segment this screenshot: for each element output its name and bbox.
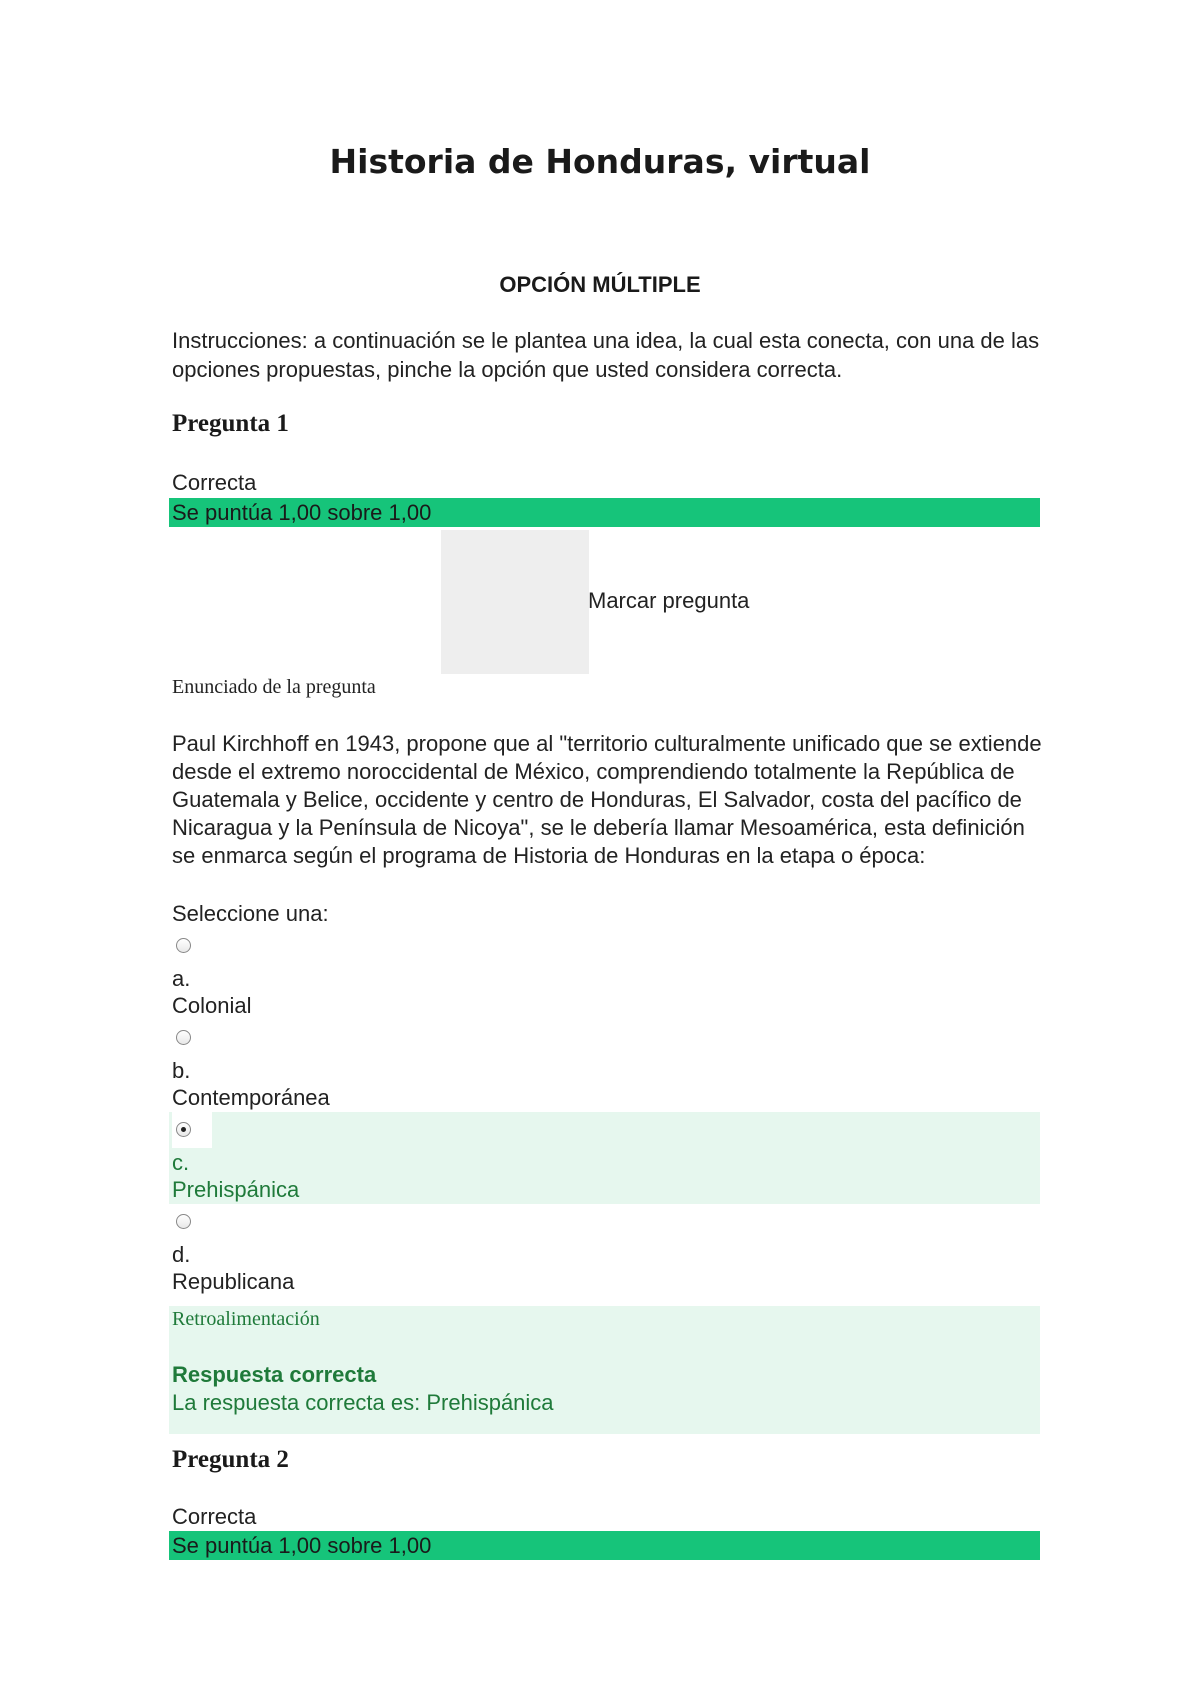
- option-d-letter: d.: [172, 1242, 191, 1267]
- option-c-letter: c.: [172, 1150, 190, 1175]
- option-c[interactable]: [169, 1112, 1040, 1204]
- radio-selected-dot-icon: [181, 1127, 186, 1132]
- question-1-grade-bar: Se puntúa 1,00 sobre 1,00: [169, 498, 1040, 527]
- flag-question-button[interactable]: [441, 530, 589, 674]
- option-c-radio-wrap: [172, 1112, 212, 1148]
- option-a-radio[interactable]: [176, 938, 191, 953]
- instructions-text: Instrucciones: a continuación se le plantea una idea, la cual esta conecta, con una de las opciones propuestas, pinche la opción que usted considera correcta.: [172, 328, 1040, 382]
- option-d[interactable]: [169, 1204, 1040, 1296]
- option-a-radio-wrap: [172, 928, 212, 964]
- flag-question-label[interactable]: Marcar pregunta: [588, 588, 750, 613]
- question-2-grade-bar: Se puntúa 1,00 sobre 1,00: [169, 1531, 1040, 1560]
- question-1-text: Paul Kirchhoff en 1943, propone que al "territorio culturalmente unificado que se extiende desde el extremo noroccidental de México, comprendiendo totalmente la República de Guatemala y Belice, occidente y centro de Honduras, El Salvador, costa del pacífico de Nicaragua y la Península de Nicoya", se le debería llamar Mesoamérica, esta definición se enmarca según el programa de Historia de Honduras en la etapa o época:: [172, 731, 1042, 868]
- option-c-radio[interactable]: [176, 1122, 191, 1137]
- feedback-title: Retroalimentación: [172, 1308, 320, 1330]
- option-b-radio-wrap: [172, 1020, 212, 1056]
- option-b-letter: b.: [172, 1058, 191, 1083]
- feedback-panel: [169, 1306, 1040, 1434]
- option-d-radio-wrap: [172, 1204, 212, 1240]
- option-b-text: Contemporánea: [172, 1085, 330, 1110]
- question-2-heading: Pregunta 2: [172, 1446, 289, 1473]
- question-1-heading: Pregunta 1: [172, 410, 289, 437]
- option-b-radio[interactable]: [176, 1030, 191, 1045]
- select-prompt: Seleccione una:: [172, 901, 329, 926]
- option-a[interactable]: [169, 928, 1040, 1020]
- option-d-radio[interactable]: [176, 1214, 191, 1229]
- question-2-status: Correcta: [172, 1504, 257, 1529]
- option-b[interactable]: [169, 1020, 1040, 1112]
- option-d-text: Republicana: [172, 1269, 295, 1294]
- page-title: Historia de Honduras, virtual: [329, 142, 871, 181]
- feedback-result: Respuesta correcta: [172, 1362, 377, 1387]
- option-a-text: Colonial: [172, 993, 252, 1018]
- question-1-status: Correcta: [172, 470, 257, 495]
- section-title: OPCIÓN MÚLTIPLE: [499, 272, 701, 297]
- option-a-letter: a.: [172, 966, 191, 991]
- option-c-text: Prehispánica: [172, 1177, 300, 1202]
- feedback-correct-answer: La respuesta correcta es: Prehispánica: [172, 1390, 554, 1415]
- question-stem-label: Enunciado de la pregunta: [172, 676, 376, 698]
